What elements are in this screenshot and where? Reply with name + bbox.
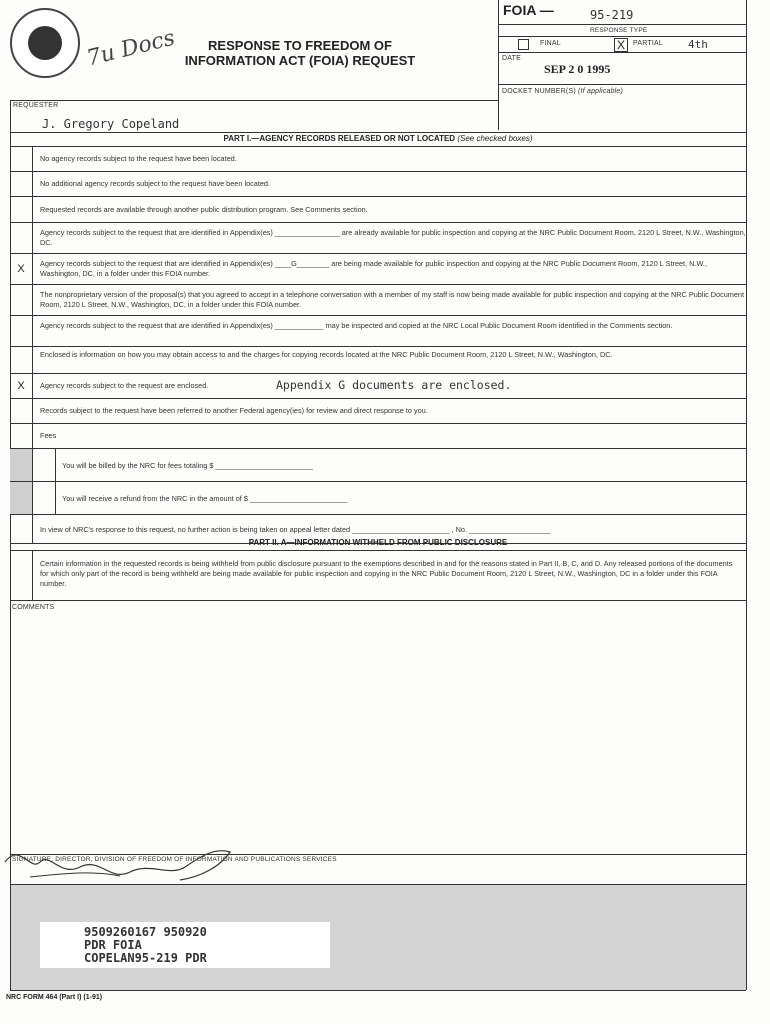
eagle-icon [28,26,62,60]
fee-billed-text: You will be billed by the NRC for fees totaling $ ________________________ [62,461,313,470]
requester-label: REQUESTER [13,102,59,109]
row-checkbox [10,172,33,196]
part1-heading-text: PART I.—AGENCY RECORDS RELEASED OR NOT LOCATED [223,134,456,143]
row-checkbox [10,399,33,423]
row-checkbox [10,347,33,373]
part1-heading-note: (See checked boxes) [457,134,533,143]
microfilm-stamp [40,922,330,968]
appeal-text: In view of NRC's response to this request, no further action is being taken on appeal letter dated ________________________ , No. ____________________ [40,525,551,534]
row-checkbox: X [10,374,33,398]
part1-row-4 [10,254,746,285]
fee-billed-row [10,449,746,482]
response-type-label: RESPONSE TYPE [590,27,648,34]
date-label: DATE [502,55,521,62]
part1-row-8 [10,374,746,399]
row-text: No additional agency records subject to the request have been located. [40,179,271,188]
fee-billed-checkbox [32,449,56,481]
stamp-line-1: 9509260167 950920 [84,925,207,939]
row-text: Agency records subject to the request that are identified in Appendix(es) ____________ may be inspected and copied at the NRC Local Public Document Room identified in the Comments section. [40,321,673,330]
date-value: SEP 2 0 1995 [544,62,611,76]
row-checkbox [10,316,33,346]
form-title [150,38,450,68]
part1-row-6 [10,316,746,347]
part1-row-10 [10,424,746,449]
form-id: NRC FORM 464 (Part I) (1-91) [6,994,103,1001]
title-line-1: RESPONSE TO FREEDOM OF [208,38,392,53]
row-text: Agency records subject to the request that are identified in Appendix(es) ____G________ are being made available for public inspection and copying at the NRC Public Document Room, 2120 L Street, N.W., Washington, DC, in a folder under this FOIA number. [40,259,707,278]
row-text: The nonproprietary version of the proposal(s) that you agreed to accept in a telephone conversation with a member of my staff is now being made available for public inspection and copying at the NRC Public Document Room, 2120 L Street, N.W., Washington, DC, in a folder under this FOIA number. [40,290,745,309]
row-text: Agency records subject to the request are enclosed. [40,381,209,390]
comments-area [10,614,746,854]
part1-row-1 [10,172,746,197]
title-line-2: INFORMATION ACT (FOIA) REQUEST [184,53,416,68]
row-text: Requested records are available through another public distribution program. See Comments section. [40,205,368,214]
fee-refund-text: You will receive a refund from the NRC in the amount of $ ________________________ [62,494,348,503]
fee-refund-row [10,482,746,515]
row-checkbox: X [10,254,33,284]
row-text: No agency records subject to the request have been located. [40,154,237,163]
final-checkbox [518,39,529,50]
stamp-line-2: PDR FOIA [84,938,142,952]
row-text: Fees [40,431,57,440]
handwritten-note: 7u Docs [84,25,178,72]
fee-refund-checkbox [32,482,56,514]
requester-name: J. Gregory Copeland [42,117,180,131]
part2-text: Certain information in the requested records is being withheld from public disclosure pursuant to the exemptions described in and for the reasons stated in Part II, B, C, and D. Any released portions of the documents for which only part of the record is being withheld are being made available for public inspection and copying in the NRC Public Document Room, 2120 L Street, N.W., Washington, DC in a folder under this FOIA number. [40,559,733,588]
partial-checkbox: X [614,38,628,52]
part1-rows [10,146,746,544]
part1-row-2 [10,197,746,223]
row-checkbox [10,197,33,222]
row-text: Records subject to the request have been referred to another Federal agency(ies) for review and direct response to you. [40,406,428,415]
row-text: Agency records subject to the request that are identified in Appendix(es) ________________ are already available for public inspection and copying at the NRC Public Document Room, 2120 L Street, N.W., Washington, DC. [40,228,746,247]
signature-mark [0,832,260,892]
row-text: Enclosed is information on how you may obtain access to and the charges for copying records located at the NRC Public Document Room, 2120 L Street, N.W., Washington, DC. [40,350,613,359]
part1-row-9 [10,399,746,424]
row-checkbox [10,285,33,315]
docket-note: (If applicable) [578,88,624,95]
part1-row-7 [10,347,746,374]
final-label: FINAL [540,40,561,47]
row-checkbox [10,223,33,253]
partial-label: PARTIAL [633,40,663,47]
nrc-seal [10,8,80,78]
comments-label: COMMENTS [12,604,55,611]
stamp-text [84,926,207,965]
part1-row-3 [10,223,746,254]
part1-heading [10,134,746,143]
row-typed-note: Appendix G documents are enclosed. [276,378,512,392]
partial-value: 4th [688,38,708,51]
foia-label: FOIA — [503,2,554,18]
row-checkbox [10,146,33,171]
foia-number: 95-219 [590,8,634,22]
part2-checkbox [10,550,33,600]
part2-heading: PART II. A—INFORMATION WITHHELD FROM PUBLIC DISCLOSURE [248,538,508,547]
part1-row-0 [10,146,746,172]
stamp-line-3: COPELAN95-219 PDR [84,951,207,965]
part1-row-5 [10,285,746,316]
row-checkbox [10,424,33,448]
docket-label [502,88,623,95]
signature-label: SIGNATURE, DIRECTOR, DIVISION OF FREEDOM OF INFORMATION AND PUBLICATIONS SERVICES [12,856,337,863]
docket-label-text: DOCKET NUMBER(S) [502,88,576,95]
